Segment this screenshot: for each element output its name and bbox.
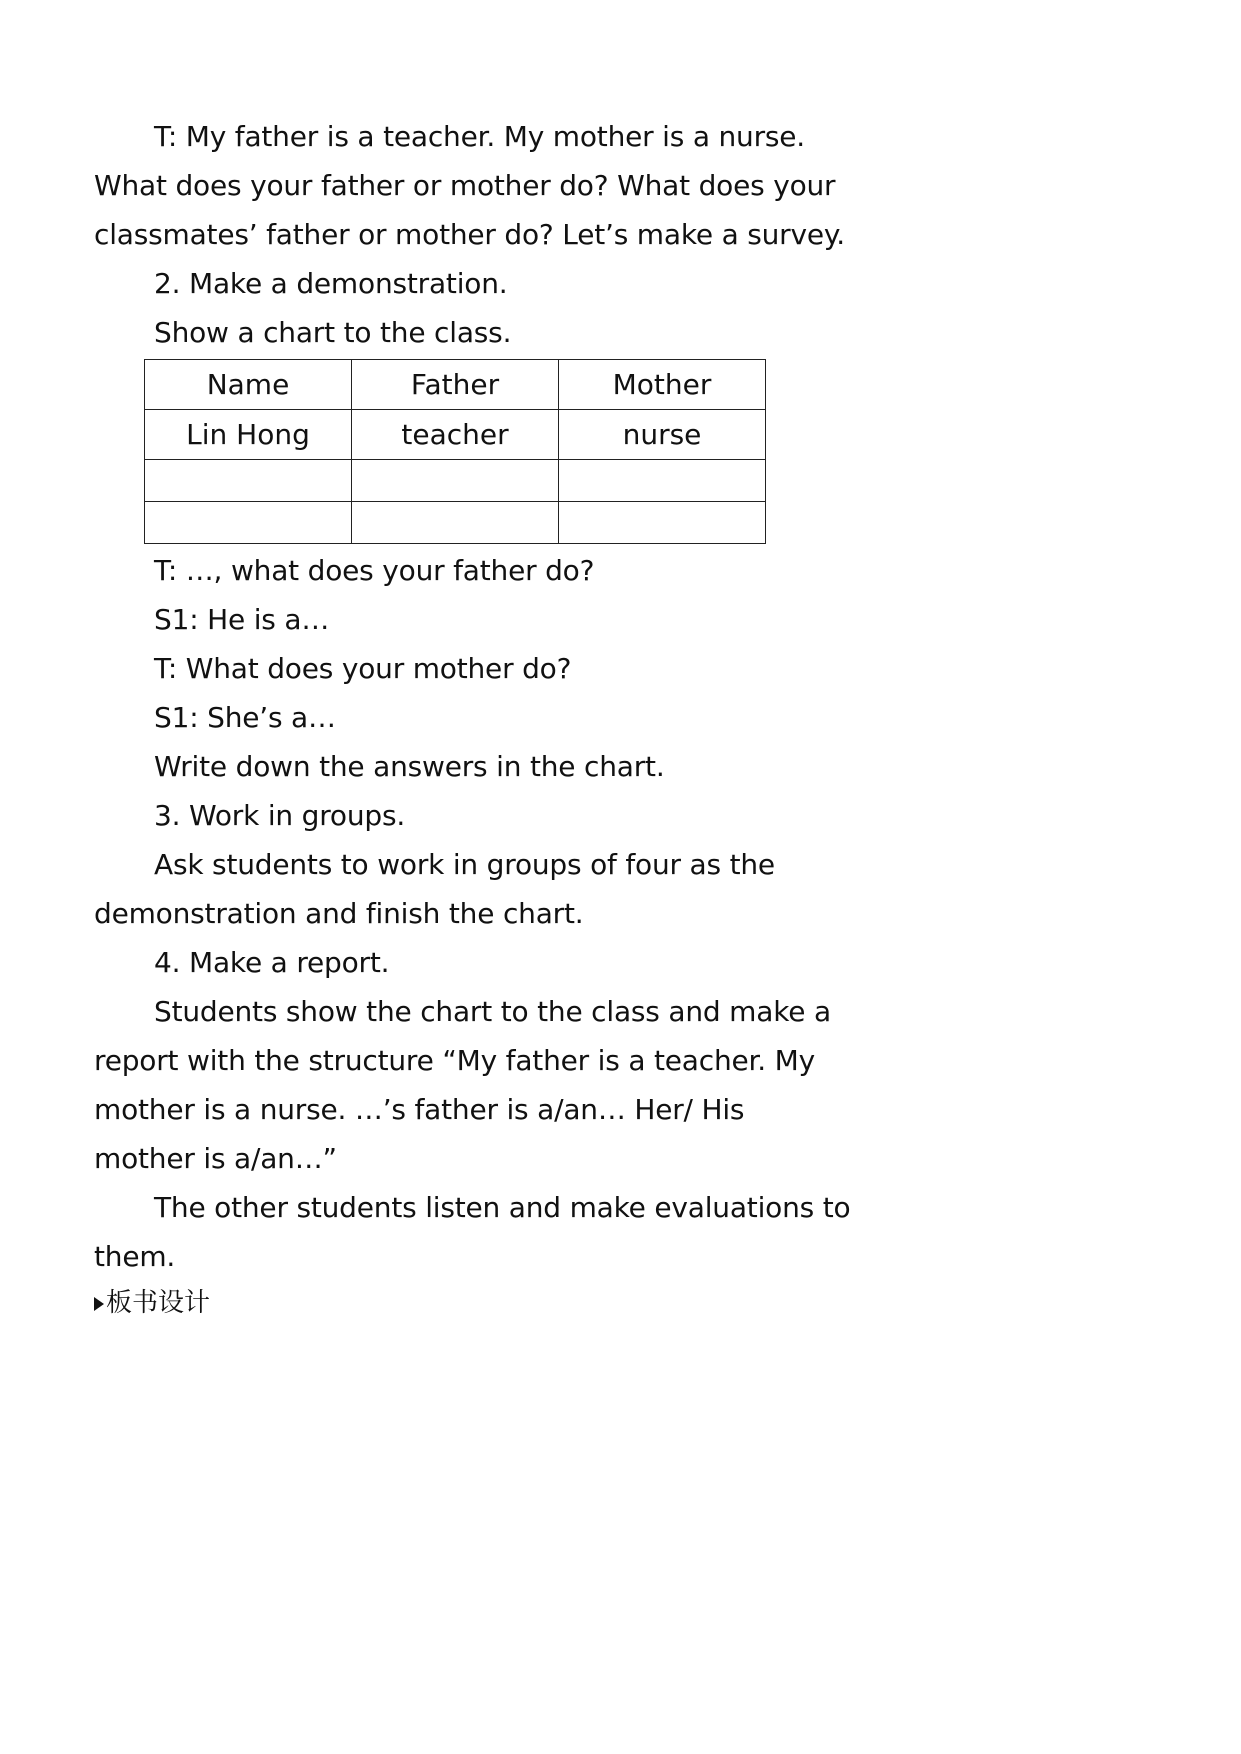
dialogue-line: T: What does your mother do?: [154, 652, 572, 685]
table-header-row: [145, 360, 766, 410]
table-header-cell: Father: [352, 360, 559, 410]
step-heading: 2. Make a demonstration.: [154, 267, 508, 300]
survey-chart-table: [144, 359, 766, 544]
step-heading: 3. Work in groups.: [154, 799, 406, 832]
text-line: The other students listen and make evaluations to: [154, 1191, 851, 1224]
table-cell: Lin Hong: [145, 410, 352, 460]
dialogue-line: S1: He is a…: [154, 603, 330, 636]
table-header-cell: Name: [145, 360, 352, 410]
text-line: Ask students to work in groups of four as the: [154, 848, 775, 881]
board-design-label: 板书设计: [106, 1288, 211, 1318]
board-design-heading: [94, 1281, 854, 1325]
table-cell: [559, 460, 766, 502]
document-page: [94, 112, 854, 1325]
text-line: Students show the chart to the class and make a: [154, 995, 831, 1028]
intro-paragraphs: [94, 112, 854, 357]
text-line: mother is a/an…”: [94, 1142, 337, 1175]
step-heading: 4. Make a report.: [154, 946, 390, 979]
text-line: What does your father or mother do? What does your: [94, 169, 836, 202]
dialogue-line: S1: She’s a…: [154, 701, 336, 734]
text-line: classmates’ father or mother do? Let’s make a survey.: [94, 218, 845, 251]
triangle-bullet-icon: [94, 1297, 104, 1311]
table-row: [145, 502, 766, 544]
table-header-cell: Mother: [559, 360, 766, 410]
table-cell: [145, 460, 352, 502]
text-line: mother is a nurse. …’s father is a/an… Her/ His: [94, 1093, 745, 1126]
table-cell: teacher: [352, 410, 559, 460]
table-row: [145, 410, 766, 460]
table-cell: [145, 502, 352, 544]
text-line: T: My father is a teacher. My mother is a nurse.: [154, 120, 806, 153]
table-cell: [352, 460, 559, 502]
procedure-paragraphs: [94, 546, 854, 1281]
table-cell: nurse: [559, 410, 766, 460]
text-line: Write down the answers in the chart.: [154, 750, 665, 783]
text-line: demonstration and finish the chart.: [94, 897, 584, 930]
text-line: report with the structure “My father is a teacher. My: [94, 1044, 815, 1077]
dialogue-line: T: …, what does your father do?: [154, 554, 595, 587]
table-row: [145, 460, 766, 502]
table-cell: [559, 502, 766, 544]
text-line: Show a chart to the class.: [154, 316, 512, 349]
table-cell: [352, 502, 559, 544]
text-line: them.: [94, 1240, 176, 1273]
